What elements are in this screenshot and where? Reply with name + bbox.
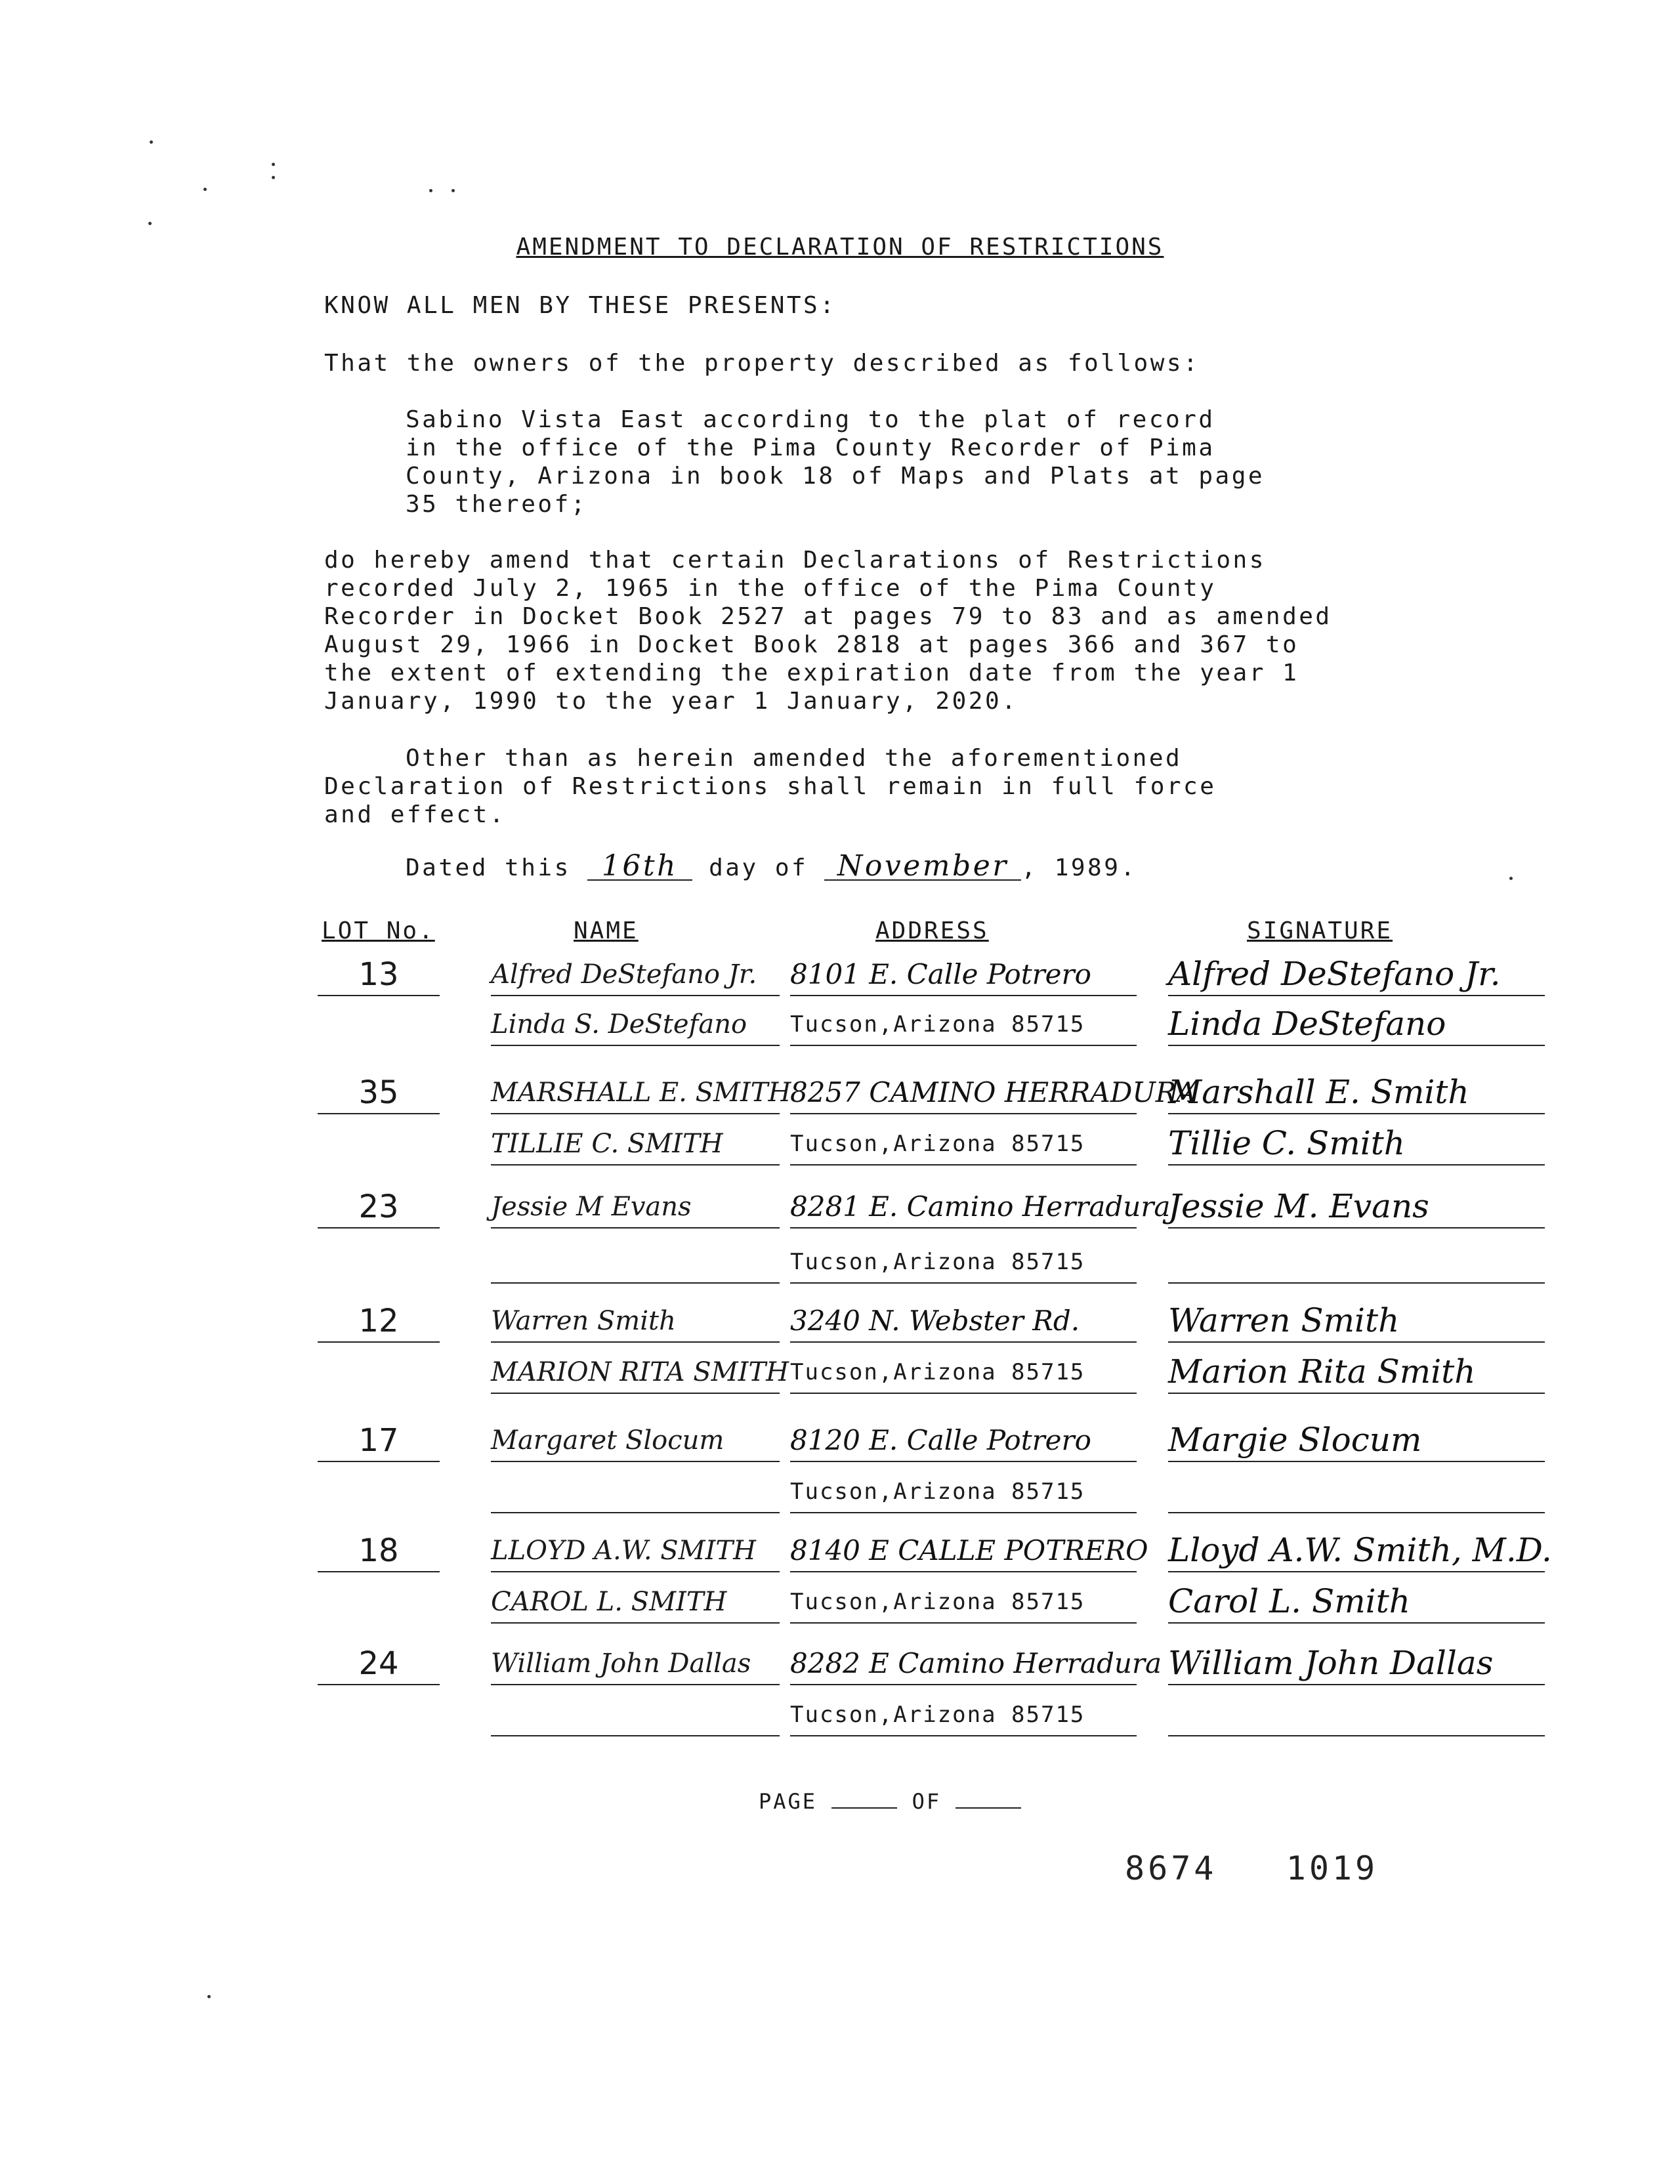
owner-signature: William John Dallas: [1168, 1645, 1545, 1685]
owner-signature: Marshall E. Smith: [1168, 1074, 1545, 1114]
owner-signature: Warren Smith: [1168, 1302, 1545, 1343]
owner-name: William John Dallas: [491, 1645, 780, 1685]
owner-name: MARSHALL E. SMITH: [491, 1074, 780, 1114]
lot-number: 13: [318, 956, 440, 996]
amendment-line: January, 1990 to the year 1 January, 2020.: [324, 688, 1018, 715]
owner-address: 8257 CAMINO HERRADURA: [790, 1074, 1137, 1114]
lot-number: [318, 1244, 440, 1284]
owner-name: MARION RITA SMITH: [491, 1353, 780, 1394]
owner-name: Linda S. DeStefano: [491, 1005, 780, 1046]
table-row: [0, 1697, 1680, 1736]
lot-number: 17: [318, 1421, 440, 1462]
owner-address: Tucson,Arizona 85715: [790, 1353, 1137, 1394]
amendment-line: do hereby amend that certain Declarations of Restrictions: [324, 547, 1266, 574]
owner-signature: Tillie C. Smith: [1168, 1125, 1545, 1166]
table-row: [0, 1533, 1680, 1572]
header-signature: SIGNATURE: [1247, 917, 1393, 944]
table-row: [0, 1303, 1680, 1343]
dated-month: November: [824, 853, 1021, 881]
of-label: OF: [912, 1789, 942, 1814]
lot-number: [318, 1007, 440, 1046]
dated-prefix: Dated this: [406, 854, 571, 881]
scan-speck: [272, 163, 275, 166]
table-row: [0, 1126, 1680, 1166]
owner-signature: Jessie M. Evans: [1168, 1188, 1545, 1228]
lot-number: 18: [318, 1532, 440, 1572]
table-row: [0, 957, 1680, 996]
lot-number: 23: [318, 1188, 440, 1228]
scan-speck: [207, 1995, 211, 1998]
owner-name: TILLIE C. SMITH: [491, 1125, 780, 1166]
amendment-line: recorded July 2, 1965 in the office of the Pima County: [324, 575, 1217, 602]
owner-signature: [1168, 1473, 1545, 1513]
scan-speck: [429, 189, 432, 192]
owner-signature: Marion Rita Smith: [1168, 1353, 1545, 1394]
owner-signature: [1168, 1243, 1545, 1284]
dated-line: [406, 849, 1137, 883]
dated-middle: day of: [709, 854, 808, 881]
table-row: [0, 1007, 1680, 1046]
owner-address: 3240 N. Webster Rd.: [790, 1302, 1137, 1343]
table-row: [0, 1189, 1680, 1228]
owner-name: [491, 1473, 780, 1513]
lot-number: [318, 1126, 440, 1166]
dated-suffix: , 1989.: [1021, 854, 1137, 881]
docket-stamp: 8674 1019: [1125, 1849, 1379, 1887]
header-name: NAME: [574, 917, 639, 944]
lot-number: [318, 1584, 440, 1624]
property-line: Sabino Vista East according to the plat of record: [406, 406, 1215, 433]
owner-name: Warren Smith: [491, 1302, 780, 1343]
scan-speck: [452, 189, 455, 192]
table-row: [0, 1646, 1680, 1685]
owner-signature: Carol L. Smith: [1168, 1583, 1545, 1624]
dated-day: 16th: [587, 853, 692, 881]
table-row: [0, 1244, 1680, 1284]
owner-address: Tucson,Arizona 85715: [790, 1696, 1137, 1736]
other-line: and effect.: [324, 801, 506, 828]
owner-signature: [1168, 1696, 1545, 1736]
owner-address: 8281 E. Camino Herradura: [790, 1188, 1137, 1228]
owner-name: CAROL L. SMITH: [491, 1583, 780, 1624]
scan-speck: [150, 140, 153, 144]
owner-address: 8101 E. Calle Potrero: [790, 956, 1137, 996]
amendment-line: August 29, 1966 in Docket Book 2818 at pages 366 and 367 to: [324, 631, 1299, 658]
page-total-blank: [956, 1788, 1021, 1809]
owner-address: 8140 E CALLE POTRERO: [790, 1532, 1137, 1572]
opening-line: KNOW ALL MEN BY THESE PRESENTS:: [324, 292, 837, 319]
scan-speck: [272, 176, 275, 179]
page-of-line: [759, 1788, 1021, 1814]
other-line: Declaration of Restrictions shall remain in full force: [324, 773, 1217, 800]
lot-number: 12: [318, 1302, 440, 1343]
table-row: [0, 1075, 1680, 1114]
owner-name: Jessie M Evans: [491, 1188, 780, 1228]
lot-number: [318, 1474, 440, 1513]
owner-address: 8282 E Camino Herradura: [790, 1645, 1137, 1685]
owner-name: [491, 1243, 780, 1284]
owner-name: Margaret Slocum: [491, 1421, 780, 1462]
owner-signature: Lloyd A.W. Smith, M.D.: [1168, 1532, 1545, 1572]
owner-name: Alfred DeStefano Jr.: [491, 956, 780, 996]
table-row: [0, 1584, 1680, 1624]
amendment-line: the extent of extending the expiration date from the year 1: [324, 660, 1299, 686]
table-row: [0, 1423, 1680, 1462]
owner-address: Tucson,Arizona 85715: [790, 1125, 1137, 1166]
lot-number: 24: [318, 1645, 440, 1685]
property-line: in the office of the Pima County Recorder of Pima: [406, 434, 1215, 461]
table-row: [0, 1474, 1680, 1513]
scan-speck: [1509, 877, 1513, 880]
document-title: AMENDMENT TO DECLARATION OF RESTRICTIONS: [516, 234, 1164, 261]
page-number-blank: [831, 1788, 897, 1809]
scan-speck: [203, 188, 207, 191]
lot-number: 35: [318, 1074, 440, 1114]
scan-speck: [148, 222, 152, 225]
owner-address: Tucson,Arizona 85715: [790, 1005, 1137, 1046]
owner-address: Tucson,Arizona 85715: [790, 1243, 1137, 1284]
owner-name: [491, 1696, 780, 1736]
header-lot: LOT No.: [322, 917, 435, 944]
lot-number: [318, 1354, 440, 1394]
owner-signature: Margie Slocum: [1168, 1421, 1545, 1462]
owner-address: Tucson,Arizona 85715: [790, 1473, 1137, 1513]
owner-signature: Alfred DeStefano Jr.: [1168, 956, 1545, 996]
header-address: ADDRESS: [875, 917, 989, 944]
owner-signature: Linda DeStefano: [1168, 1005, 1545, 1046]
table-row: [0, 1354, 1680, 1394]
page-label: PAGE: [759, 1789, 818, 1814]
other-line: Other than as herein amended the aforementioned: [406, 745, 1183, 772]
property-line: 35 thereof;: [406, 491, 587, 518]
owner-address: 8120 E. Calle Potrero: [790, 1421, 1137, 1462]
lot-number: [318, 1697, 440, 1736]
owner-address: Tucson,Arizona 85715: [790, 1583, 1137, 1624]
intro-line: That the owners of the property described as follows:: [324, 350, 1200, 377]
owner-name: LLOYD A.W. SMITH: [491, 1532, 780, 1572]
amendment-line: Recorder in Docket Book 2527 at pages 79 to 83 and as amended: [324, 603, 1332, 630]
property-line: County, Arizona in book 18 of Maps and Plats at page: [406, 463, 1265, 490]
